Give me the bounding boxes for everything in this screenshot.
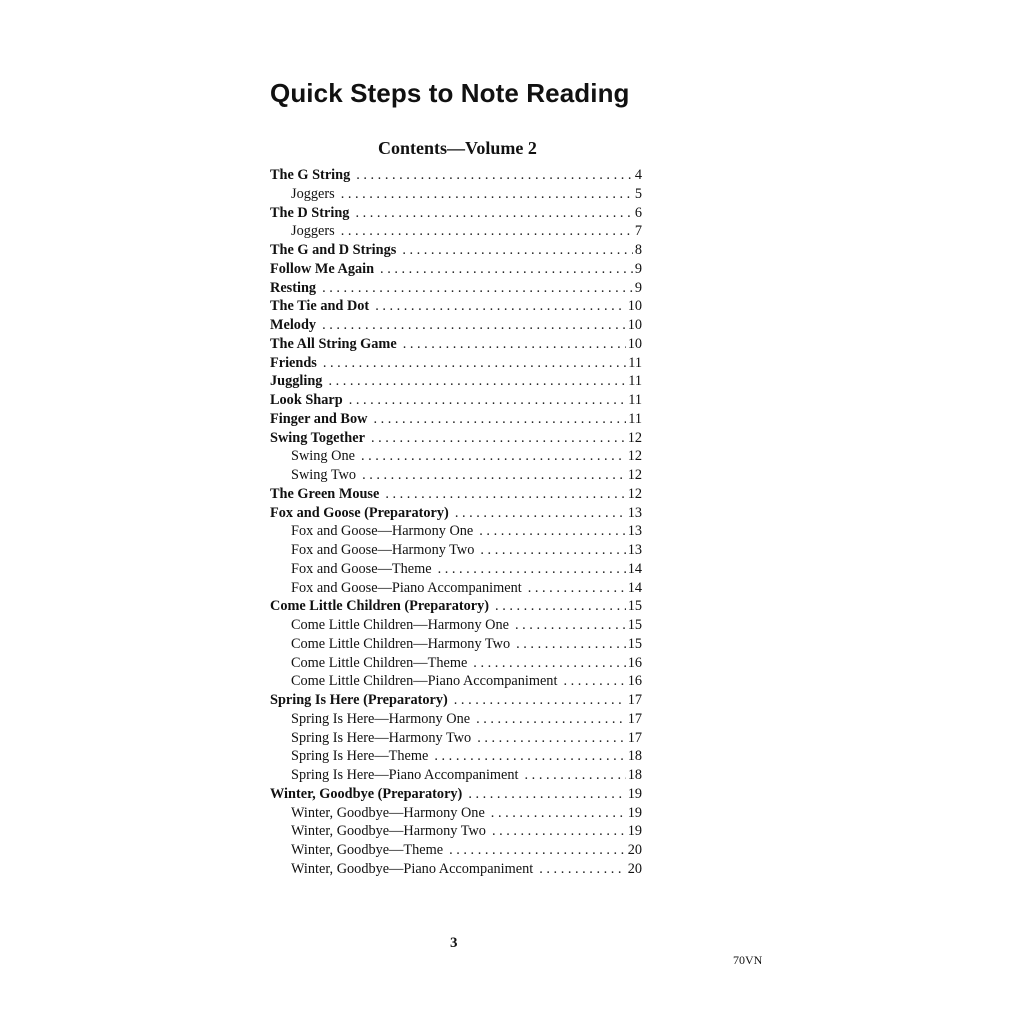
page-title: Quick Steps to Note Reading bbox=[270, 78, 630, 108]
toc-subentry bbox=[270, 710, 642, 729]
toc-entry-title: Winter, Goodbye—Theme bbox=[291, 842, 444, 858]
toc-page-number: 11 bbox=[628, 354, 642, 371]
toc-page-number: 10 bbox=[627, 298, 642, 315]
toc-subentry bbox=[270, 541, 642, 560]
toc-entry bbox=[270, 597, 642, 616]
dot-leader bbox=[480, 541, 625, 560]
toc-subentry bbox=[270, 466, 642, 485]
toc-entry-title: The G and D Strings bbox=[270, 242, 397, 258]
toc-entry-title: Joggers bbox=[291, 223, 335, 240]
toc-entry-title: Come Little Children (Preparatory) bbox=[270, 598, 490, 615]
toc-entry bbox=[270, 354, 642, 373]
toc-entry-title: Swing Together bbox=[270, 429, 365, 446]
dot-leader bbox=[403, 335, 626, 354]
toc-entry bbox=[270, 485, 642, 504]
dot-leader bbox=[438, 560, 626, 579]
toc-page-number: 6 bbox=[634, 204, 642, 221]
toc-page-number: 11 bbox=[628, 373, 642, 390]
dot-leader bbox=[515, 616, 626, 635]
toc-page-number: 5 bbox=[634, 185, 642, 202]
dot-leader bbox=[349, 391, 627, 410]
toc-page-number: 10 bbox=[627, 317, 642, 333]
toc-entry-title: Resting bbox=[270, 279, 317, 296]
contents-heading: Contents—Volume 2 bbox=[378, 138, 537, 158]
toc-page-number: 16 bbox=[627, 673, 642, 690]
toc-entry-title: Follow Me Again bbox=[270, 260, 375, 277]
toc-entry-title: Winter, Goodbye—Harmony Two bbox=[291, 823, 486, 840]
toc-page-number: 7 bbox=[634, 223, 642, 240]
toc-entry bbox=[270, 785, 642, 804]
toc-entry bbox=[270, 391, 642, 410]
toc-subentry bbox=[270, 222, 642, 241]
toc-page-number: 20 bbox=[627, 860, 642, 877]
toc-page-number: 17 bbox=[627, 729, 642, 746]
toc-entry-title: Spring Is Here—Harmony Two bbox=[291, 729, 472, 746]
toc-entry bbox=[270, 691, 642, 710]
dot-leader bbox=[375, 297, 626, 316]
toc-subentry bbox=[270, 579, 642, 598]
toc-entry bbox=[270, 297, 642, 316]
toc-page-number: 17 bbox=[627, 692, 642, 708]
toc-page-number: 11 bbox=[628, 410, 642, 427]
toc-entry bbox=[270, 429, 642, 448]
toc-entry-title: Joggers bbox=[291, 185, 335, 202]
dot-leader bbox=[454, 691, 626, 710]
toc-subentry bbox=[270, 672, 642, 691]
toc-entry-title: Winter, Goodbye—Harmony One bbox=[291, 804, 485, 821]
dot-leader bbox=[516, 635, 626, 654]
toc-entry-title: Swing Two bbox=[291, 467, 357, 483]
toc-entry-title: Spring Is Here—Harmony One bbox=[291, 710, 471, 727]
toc-entry-title: Fox and Goose—Harmony One bbox=[291, 523, 474, 540]
dot-leader bbox=[525, 766, 626, 785]
toc-subentry bbox=[270, 447, 642, 466]
toc-subentry bbox=[270, 635, 642, 654]
toc-page-number: 11 bbox=[628, 392, 642, 408]
toc-entry-title: The Green Mouse bbox=[270, 485, 380, 502]
toc-entry bbox=[270, 372, 642, 391]
dot-leader bbox=[563, 672, 625, 691]
toc-page-number: 16 bbox=[627, 654, 642, 671]
toc-entry-title: Come Little Children—Piano Accompaniment bbox=[291, 673, 558, 690]
dot-leader bbox=[477, 729, 626, 748]
dot-leader bbox=[479, 522, 625, 541]
toc-entry bbox=[270, 504, 642, 523]
toc-page-number: 15 bbox=[627, 598, 642, 615]
toc-entry-title: Spring Is Here (Preparatory) bbox=[270, 692, 448, 708]
toc-entry-title: Winter, Goodbye—Piano Accompaniment bbox=[291, 860, 534, 877]
toc-subentry bbox=[270, 841, 642, 860]
toc-page-number: 17 bbox=[627, 710, 642, 727]
toc-entry bbox=[270, 279, 642, 298]
toc-entry-title: Spring Is Here—Theme bbox=[291, 748, 429, 765]
toc-entry bbox=[270, 260, 642, 279]
toc-entry-title: Friends bbox=[270, 354, 317, 371]
dot-leader bbox=[322, 316, 626, 335]
dot-leader bbox=[491, 804, 626, 823]
toc-entry-title: Come Little Children—Theme bbox=[291, 654, 468, 671]
dot-leader bbox=[341, 185, 633, 204]
toc-subentry bbox=[270, 522, 642, 541]
toc-subentry bbox=[270, 766, 642, 785]
toc-page-number: 12 bbox=[627, 448, 642, 465]
toc-entry-title: Spring Is Here—Piano Accompaniment bbox=[291, 767, 519, 783]
dot-leader bbox=[539, 860, 625, 879]
toc-subentry bbox=[270, 185, 642, 204]
toc-subentry bbox=[270, 729, 642, 748]
dot-leader bbox=[323, 354, 626, 373]
toc-entry bbox=[270, 241, 642, 260]
toc-entry-title: Winter, Goodbye (Preparatory) bbox=[270, 785, 463, 802]
toc-page-number: 10 bbox=[627, 335, 642, 352]
dot-leader bbox=[371, 429, 626, 448]
dot-leader bbox=[362, 466, 626, 485]
toc-page-number: 14 bbox=[627, 560, 642, 577]
toc-page-number: 4 bbox=[634, 167, 642, 183]
dot-leader bbox=[328, 372, 626, 391]
toc-page-number: 15 bbox=[627, 617, 642, 633]
toc-entry bbox=[270, 316, 642, 335]
toc-page-number: 14 bbox=[627, 579, 642, 596]
toc-page-number: 18 bbox=[627, 767, 642, 783]
dot-leader bbox=[322, 279, 633, 298]
dot-leader bbox=[492, 822, 626, 841]
toc-entry-title: Come Little Children—Harmony Two bbox=[291, 635, 511, 652]
toc-subentry bbox=[270, 822, 642, 841]
toc-page-number: 9 bbox=[634, 279, 642, 296]
toc-entry-title: Melody bbox=[270, 317, 317, 333]
toc-page-number: 19 bbox=[627, 785, 642, 802]
toc-entry bbox=[270, 166, 642, 185]
toc-entry-title: The D String bbox=[270, 204, 350, 221]
toc-page-number: 19 bbox=[627, 804, 642, 821]
toc-entry-title: The All String Game bbox=[270, 335, 397, 352]
dot-leader bbox=[385, 485, 625, 504]
toc-page-number: 15 bbox=[627, 635, 642, 652]
dot-leader bbox=[356, 166, 633, 185]
toc-subentry bbox=[270, 616, 642, 635]
dot-leader bbox=[361, 447, 626, 466]
toc-entry bbox=[270, 204, 642, 223]
dot-leader bbox=[473, 654, 625, 673]
toc-page-number: 20 bbox=[627, 842, 642, 858]
toc-entry-title: Fox and Goose—Theme bbox=[291, 560, 432, 577]
dot-leader bbox=[476, 710, 626, 729]
dot-leader bbox=[449, 841, 626, 860]
toc-page-number: 13 bbox=[627, 542, 642, 558]
toc-entry-title: The G String bbox=[270, 167, 351, 183]
toc-subentry bbox=[270, 804, 642, 823]
toc-page-number: 19 bbox=[627, 823, 642, 840]
toc-page-number: 13 bbox=[627, 523, 642, 540]
toc-entry-title: Fox and Goose—Piano Accompaniment bbox=[291, 579, 522, 596]
toc-page-number: 12 bbox=[627, 429, 642, 446]
dot-leader bbox=[373, 410, 626, 429]
toc-page-number: 12 bbox=[627, 485, 642, 502]
dot-leader bbox=[434, 747, 625, 766]
dot-leader bbox=[380, 260, 633, 279]
toc-entry bbox=[270, 410, 642, 429]
dot-leader bbox=[495, 597, 626, 616]
toc-page-number: 12 bbox=[627, 467, 642, 483]
toc-entry-title: Finger and Bow bbox=[270, 410, 368, 427]
table-of-contents bbox=[270, 166, 642, 879]
toc-page-number: 13 bbox=[627, 504, 642, 521]
dot-leader bbox=[468, 785, 625, 804]
dot-leader bbox=[455, 504, 626, 523]
dot-leader bbox=[402, 241, 633, 260]
toc-entry-title: Look Sharp bbox=[270, 392, 343, 408]
dot-leader bbox=[341, 222, 633, 241]
toc-entry-title: Come Little Children—Harmony One bbox=[291, 617, 509, 633]
toc-entry-title: Fox and Goose (Preparatory) bbox=[270, 504, 449, 521]
catalog-code: 70VN bbox=[733, 953, 763, 967]
dot-leader bbox=[528, 579, 626, 598]
toc-page-number: 8 bbox=[634, 242, 642, 258]
toc-entry-title: The Tie and Dot bbox=[270, 298, 370, 315]
toc-page-number: 9 bbox=[634, 260, 642, 277]
toc-entry-title: Juggling bbox=[270, 373, 323, 390]
toc-entry-title: Fox and Goose—Harmony Two bbox=[291, 542, 475, 558]
toc-page-number: 18 bbox=[627, 748, 642, 765]
toc-entry bbox=[270, 335, 642, 354]
toc-subentry bbox=[270, 654, 642, 673]
toc-subentry bbox=[270, 560, 642, 579]
dot-leader bbox=[355, 204, 632, 223]
toc-entry-title: Swing One bbox=[291, 448, 355, 465]
page-number: 3 bbox=[450, 935, 458, 951]
toc-subentry bbox=[270, 747, 642, 766]
toc-subentry bbox=[270, 860, 642, 879]
